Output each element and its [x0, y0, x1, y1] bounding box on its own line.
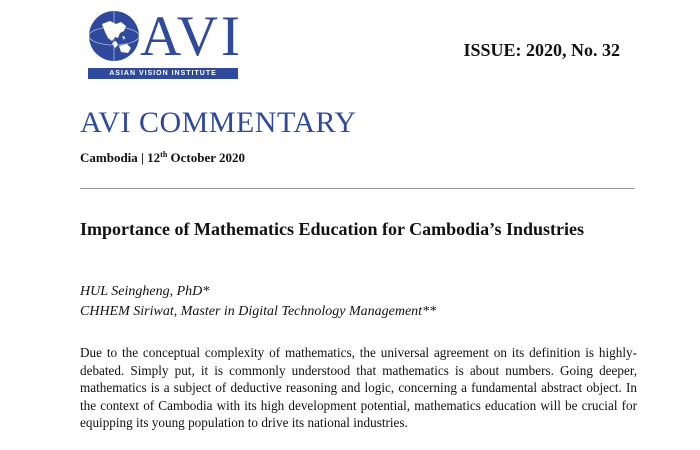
horizontal-divider — [80, 188, 635, 189]
author-name: CHHEM Siriwat, Master in Digital Technology Management** — [80, 304, 437, 319]
logo-wordmark: AVI — [140, 5, 243, 68]
dateline-separator: | — [141, 150, 144, 165]
article-paragraph: Due to the conceptual complexity of mathematics, the universal agreement on its definition is highly-debated. Simply put, it is commonly understood that mathematics is about numbers. Going deeper, mathematics is a subject of deductive reasoning and logic, concerning a fundamental abstract object. In the context of Cambodia with its high development potential, mathematics education will be crucial for equipping its young population to drive its national industries. — [80, 345, 637, 430]
avi-logo — [88, 5, 243, 80]
article-heading: Importance of Mathematics Education for Cambodia’s Industries — [80, 219, 584, 239]
issue-number: ISSUE: 2020, No. 32 — [463, 40, 620, 60]
dateline-month-year: October 2020 — [170, 150, 246, 165]
globe-icon — [88, 10, 140, 62]
dateline-day-suffix: th — [160, 150, 168, 159]
author-name: HUL Seingheng, PhD* — [80, 284, 210, 299]
logo-tagline: ASIAN VISION INSTITUTE — [88, 68, 238, 79]
dateline — [80, 150, 245, 166]
publication-title: AVI COMMENTARY — [80, 106, 357, 139]
dateline-day: 12 — [147, 150, 161, 165]
dateline-country: Cambodia — [80, 150, 138, 165]
author-list — [80, 282, 436, 322]
